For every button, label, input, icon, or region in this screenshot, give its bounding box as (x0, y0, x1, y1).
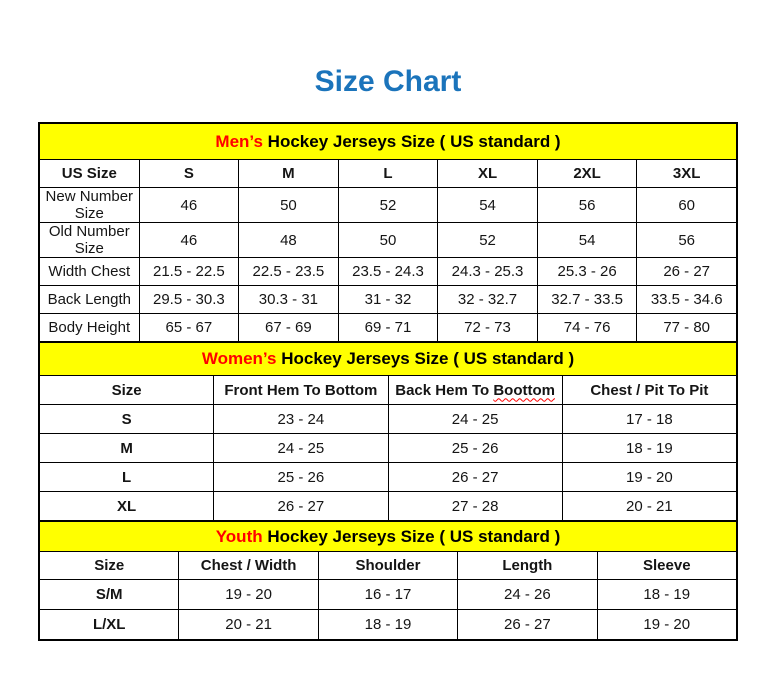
youth-size-table (39, 521, 737, 640)
womens-accent-word: Women’s (201, 349, 277, 368)
womens-col-header: Chest / Pit To Pit (562, 376, 736, 405)
mens-header-row (40, 160, 737, 188)
mens-value-cell: 46 (139, 188, 239, 223)
womens-value-cell: 25 - 26 (388, 434, 562, 463)
youth-data-row (40, 610, 737, 640)
womens-col-header: Back Hem To Boottom (388, 376, 562, 405)
mens-col-header: M (239, 160, 339, 188)
mens-row-label: Old Number Size (40, 223, 140, 258)
womens-row-label: M (40, 434, 214, 463)
mens-data-row (40, 286, 737, 314)
youth-col-header: Length (458, 552, 597, 580)
mens-value-cell: 54 (438, 188, 538, 223)
mens-value-cell: 33.5 - 34.6 (637, 286, 737, 314)
womens-band-row (40, 343, 737, 376)
womens-data-row (40, 434, 737, 463)
mens-col-header: XL (438, 160, 538, 188)
mens-value-cell: 25.3 - 26 (537, 258, 637, 286)
youth-header-row (40, 552, 737, 580)
womens-value-cell: 26 - 27 (214, 492, 388, 521)
mens-value-cell: 69 - 71 (338, 314, 438, 342)
mens-row-label: Body Height (40, 314, 140, 342)
mens-section-title: Men’s Hockey Jerseys Size ( US standard ) (40, 124, 737, 160)
youth-value-cell: 24 - 26 (458, 580, 597, 610)
womens-header-row (40, 376, 737, 405)
youth-accent-word: Youth (215, 526, 263, 546)
youth-value-cell: 18 - 19 (597, 580, 736, 610)
youth-value-cell: 26 - 27 (458, 610, 597, 640)
mens-col-header: S (139, 160, 239, 188)
mens-value-cell: 60 (637, 188, 737, 223)
mens-col-header: 2XL (537, 160, 637, 188)
womens-value-cell: 27 - 28 (388, 492, 562, 521)
mens-value-cell: 32.7 - 33.5 (537, 286, 637, 314)
mens-value-cell: 67 - 69 (239, 314, 339, 342)
youth-band-row (40, 522, 737, 552)
womens-row-label: L (40, 463, 214, 492)
mens-data-row (40, 223, 737, 258)
mens-value-cell: 52 (438, 223, 538, 258)
womens-value-cell: 18 - 19 (562, 434, 736, 463)
mens-value-cell: 56 (637, 223, 737, 258)
mens-value-cell: 52 (338, 188, 438, 223)
mens-value-cell: 54 (537, 223, 637, 258)
mens-data-row (40, 258, 737, 286)
mens-value-cell: 32 - 32.7 (438, 286, 538, 314)
youth-value-cell: 19 - 20 (179, 580, 318, 610)
youth-value-cell: 16 - 17 (318, 580, 457, 610)
page-title: Size Chart (314, 65, 462, 98)
mens-col-header: L (338, 160, 438, 188)
youth-col-header: Sleeve (597, 552, 736, 580)
womens-value-cell: 20 - 21 (562, 492, 736, 521)
womens-data-row (40, 405, 737, 434)
mens-row-label: Back Length (40, 286, 140, 314)
youth-col-header: Chest / Width (179, 552, 318, 580)
youth-row-label: S/M (40, 580, 179, 610)
mens-value-cell: 24.3 - 25.3 (438, 258, 538, 286)
womens-data-row (40, 463, 737, 492)
womens-data-row (40, 492, 737, 521)
mens-value-cell: 72 - 73 (438, 314, 538, 342)
mens-value-cell: 74 - 76 (537, 314, 637, 342)
mens-col-header: 3XL (637, 160, 737, 188)
youth-value-cell: 20 - 21 (179, 610, 318, 640)
youth-value-cell: 19 - 20 (597, 610, 736, 640)
mens-value-cell: 77 - 80 (637, 314, 737, 342)
mens-value-cell: 50 (239, 188, 339, 223)
mens-value-cell: 31 - 32 (338, 286, 438, 314)
mens-row-label: New Number Size (40, 188, 140, 223)
mens-value-cell: 30.3 - 31 (239, 286, 339, 314)
womens-value-cell: 26 - 27 (388, 463, 562, 492)
womens-value-cell: 17 - 18 (562, 405, 736, 434)
youth-value-cell: 18 - 19 (318, 610, 457, 640)
mens-data-row (40, 314, 737, 342)
mens-value-cell: 56 (537, 188, 637, 223)
womens-value-cell: 24 - 25 (214, 434, 388, 463)
womens-value-cell: 19 - 20 (562, 463, 736, 492)
mens-value-cell: 48 (239, 223, 339, 258)
size-chart-tables (38, 122, 738, 641)
mens-col-header: US Size (40, 160, 140, 188)
mens-value-cell: 29.5 - 30.3 (139, 286, 239, 314)
womens-value-cell: 24 - 25 (388, 405, 562, 434)
mens-value-cell: 50 (338, 223, 438, 258)
mens-value-cell: 65 - 67 (139, 314, 239, 342)
womens-size-table (39, 342, 737, 521)
mens-value-cell: 46 (139, 223, 239, 258)
womens-row-label: XL (40, 492, 214, 521)
mens-value-cell: 21.5 - 22.5 (139, 258, 239, 286)
womens-section-title: Women’s Hockey Jerseys Size ( US standard ) (40, 343, 737, 376)
womens-value-cell: 23 - 24 (214, 405, 388, 434)
mens-row-label: Width Chest (40, 258, 140, 286)
youth-col-header: Shoulder (318, 552, 457, 580)
womens-row-label: S (40, 405, 214, 434)
youth-row-label: L/XL (40, 610, 179, 640)
youth-col-header: Size (40, 552, 179, 580)
mens-value-cell: 22.5 - 23.5 (239, 258, 339, 286)
mens-data-row (40, 188, 737, 223)
mens-size-table (39, 123, 737, 342)
mens-value-cell: 23.5 - 24.3 (338, 258, 438, 286)
mens-band-row (40, 124, 737, 160)
womens-col-header: Size (40, 376, 214, 405)
mens-accent-word: Men’s (215, 131, 263, 151)
youth-section-title: Youth Hockey Jerseys Size ( US standard ) (40, 522, 737, 552)
womens-value-cell: 25 - 26 (214, 463, 388, 492)
misspelled-word: Boottom (493, 381, 555, 399)
mens-value-cell: 26 - 27 (637, 258, 737, 286)
youth-data-row (40, 580, 737, 610)
womens-col-header: Front Hem To Bottom (214, 376, 388, 405)
